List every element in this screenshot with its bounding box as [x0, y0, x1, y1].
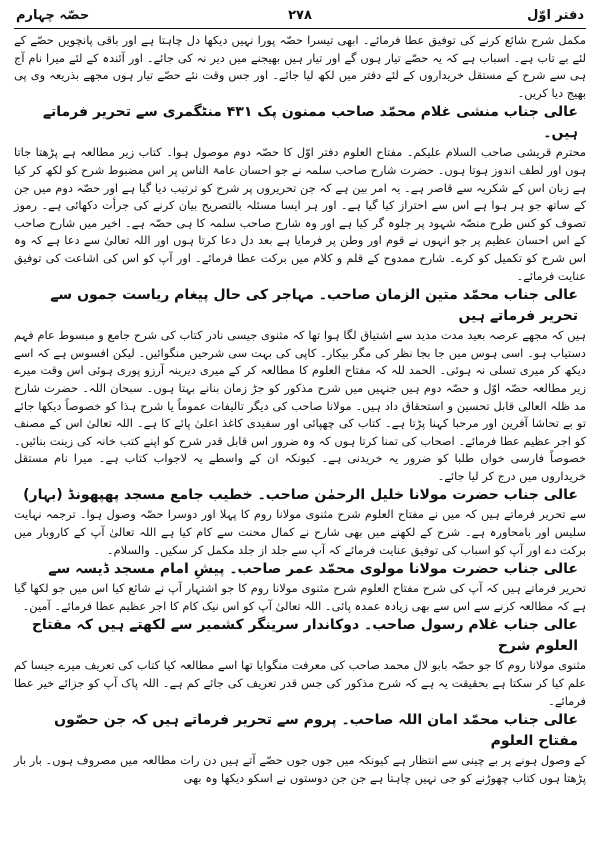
paragraph: کے وصول ہونے پر بے چینی سے انتظار ہے کیونکہ میں جوں جوں حصّے آتے ہیں دن رات مطالعہ میں مصروف ہوں۔ بار بار پڑھتا ہوں کتاب چھوڑنے کو جی نہیں چاہتا ہے جن جن دوستوں نے اسکو دیکھا وہ بھی: [14, 753, 586, 785]
paragraph: تحریر فرماتے ہیں کہ آپ کی شرح مفتاح العلوم شرح مثنوی مولانا روم کا جو اشتہار آپ نے شائع کیا اس میں جو لکھا گیا ہے کہ مطالعہ کرنے سے اس سے بھی زیادہ عمدہ پائی۔ اللہ تعالیٰ آپ کو اس نیک کام کا اجر عظیم عطا فرمائے۔ آمین۔: [14, 581, 586, 613]
letter-heading: عالی جناب محمّد امان اللہ صاحب۔ پروم سے تحریر فرماتے ہیں کہ جن حصّوں مفتاح العلوم: [54, 712, 578, 750]
part-label: حصّہ چہارم: [16, 8, 90, 23]
letter-heading: عالی جناب محمّد متین الزمان صاحب۔ مہاجر کی حال پیغام ریاست جموں سے تحریر فرماتے ہیں: [50, 287, 578, 325]
paragraph: مکمل شرح شائع کرنے کی توفیق عطا فرمائے۔ ابھی تیسرا حصّہ پورا نہیں دیکھا دل چاہتا ہے اور باقی پانچویں حصّے کے لئے بے تاب ہے۔ اسباب ہے کہ یہ حصّے تیار ہوں گے اور تیار ہیں بھیجنے میں دیر نہ کی جائے۔ اور آئندہ کے لئے میرا نام آج ہی سے شرح کے مستقل خریداروں کے لئے دفتر میں لکھ لیا جائے۔ اور جس وقت نئے حصّے تیار ہوں مجھے بذریعہ وی پی بھیج دیا کریں۔: [14, 33, 586, 100]
document-page: [14, 6, 586, 838]
page-header: [14, 6, 586, 29]
body-text: [14, 32, 586, 787]
paragraph: ہیں کہ مجھے عرصہ بعید مدت مدید سے اشتیاق لگا ہوا تھا کہ مثنوی جیسی نادر کتاب کی شرح جامع و مبسوط عام فہم دستیاب ہو۔ اسی ہوس میں جا بجا نظر کی مگر بیکار۔ کاپی کی بہت سی شرحیں منگوائیں۔ لیکن افسوس ہے کہ اسے دیکھ کر میری تسلی نہ ہوئی۔ الحمد للہ کہ مفتاح العلوم کا مطالعہ کر کے میری دیرینہ آرزو پوری ہوئی اس وقت میرے زیر مطالعہ حصّہ اوّل و حصّہ دوم ہیں جنہیں میں شرح مذکور کو جڑ زمان بنانے بہتا ہوں۔ سبحان اللہ۔ حضرت شارح مد ظلہ العالی قابل تحسین و استحقاق داد ہیں۔ مولانا صاحب کی دیگر تالیفات عموماً یا شرح ہذا کو خصوصاً دیکھا جائے تو بے تحاشا آفرین اور مرحبا کہنا پڑتا ہے۔ کتاب کی چھپائی اور سفیدی کاغذ اعلیٰ پائے کا ہے۔ اللہ تعالیٰ اس کے مصنف کو اجر عظیم عطا فرمائے۔ اصحاب کی تمنا کرتا ہوں کہ وہ ضرور اس قابل قدر شرح کو اپنے کتب خانہ کی زینت بنائیں۔ خصوصاً فارسی خواں طلبا کو ضرور یہ خریدنی ہے۔ کیونکہ ان کے واسطے یہ لاجواب کتاب ہے۔ میرا نام مستقل خریداروں میں درج کر لیا جائے۔: [14, 328, 586, 483]
book-section-label: دفتر اوّل: [527, 8, 584, 23]
paragraph: مثنوی مولانا روم کا جو حصّہ بابو لال محمد صاحب کی معرفت منگوایا تھا اسے مطالعہ کیا کتاب کی تعریف میرے جیسا کم علم کیا کر سکتا ہے بحقیقت یہ ہے کہ شرح مذکور کی جس قدر تعریف کی جائے کم ہے۔ اللہ پاک آپ کو جزائے خیر عطا فرمائے۔: [14, 658, 586, 708]
paragraph: سے تحریر فرماتے ہیں کہ میں نے مفتاح العلوم شرح مثنوی مولانا روم کا پہلا اور دوسرا حصّہ وصول ہوا۔ ترجمہ نہایت سلیس اور بامحاورہ ہے۔ شرح کے لکھنے میں بھی شارح نے کمال محنت سے کام کیا ہے اللہ تعالیٰ آپ کے کاروبار میں برکت دے اور آپ کو اسباب کی توفیق عنایت فرمائے کہ آپ سے جلد از جلد مکمل کر سکیں۔ والسلام۔: [14, 507, 586, 557]
paragraph: محترم قریشی صاحب السلام علیکم۔ مفتاح العلوم دفتر اوّل کا حصّہ دوم موصول ہوا۔ کتاب زیر مطالعہ ہے پڑھتا جاتا ہوں اور لطف اندوز ہوتا ہوں۔ حضرت شارح صاحب سلمہ نے جو احسان عامۃ الناس پر اس مضبوط شرح کو لکھ کر کیا ہے زبان اس کے شکریہ سے قاصر ہے۔ یہ امر بین ہے کہ جن تحریروں پر شرح کو ترتیب دیا گیا ہے اور حصّہ دوم میں جن کے ساتھ جو ہر ہوا ہے اس سے احتراز کیا گیا ہے۔ اور ہر ایسا مسئلہ بالتصریح بیان کرنے کی جرأت دکھائی ہے۔ رموز تصوف کو کس طرح منصّہ شہود پر جلوہ گر کیا ہے اور وہ شارح صاحب سلمہ کا ہی حصّہ ہے۔ اخیر میں شارح صاحب کے اس احسان عظیم پر جو انہوں نے قوم اور وطن پر فرمایا ہے بعد دل دعا کرتا ہوں اور اللہ تعالیٰ سے دعا ہے کہ وہ اس شرح کو تکمیل کو کرے۔ شارح ممدوح کے قلم و کلام میں برکت عطا فرمائے۔ اور آپ کو اس کی اشاعت کی توفیق عنایت فرمائے۔: [14, 145, 586, 283]
page-number: ۲۷۸: [288, 8, 312, 23]
letter-heading: عالی جناب غلام رسول صاحب۔ دوکاندار سرینگر کشمیر سے لکھتے ہیں کہ مفتاح العلوم شرح: [31, 617, 578, 655]
letter-heading: عالی جناب حضرت مولانا مولوی محمّد عمر صاحب۔ پیشِ امام مسجد ڈیسہ سے: [48, 561, 578, 578]
letter-heading: عالی جناب منشی غلام محمّد صاحب ممنون پک ۴۳۱ منٹگمری سے تحریر فرماتے ہیں۔: [42, 104, 578, 142]
letter-heading: عالی جناب حضرت مولانا خلیل الرحمٰن صاحب۔ خطیب جامع مسجد پھپھونڈ (بہار): [23, 487, 578, 504]
